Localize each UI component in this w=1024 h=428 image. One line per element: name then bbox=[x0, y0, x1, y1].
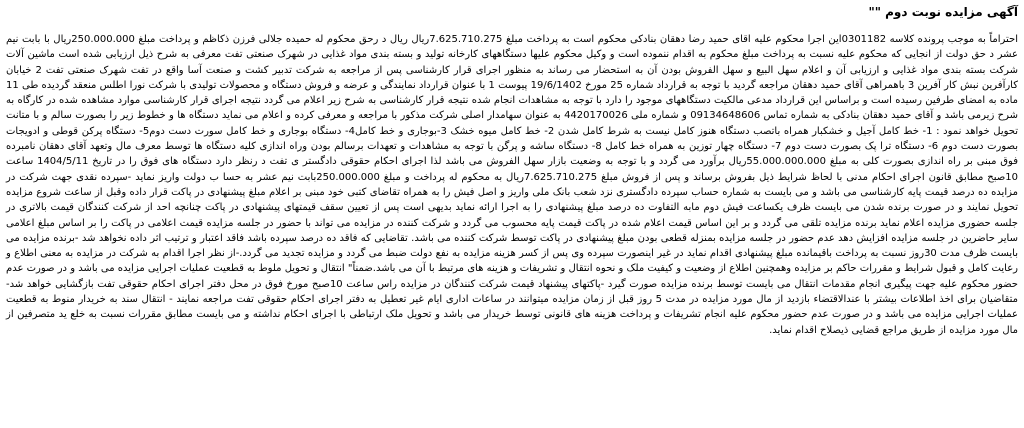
notice-body: احتراماً به موجب پرونده کلاسه 0301182این اجرا محکوم علیه اقای حمید رضا دهقان بنادکی محکوم است به پرداخت مبلغ 7.625.710.275ریال ریال د رحق محکوم له حمیده جلالی فرزن ذکاظم و پرداخت مبلغ 250.000.000ریال با بابت نیم عشر د حق دولت از انجایی که محکوم علیه نسبت به پرداخت مبلغ محکوم به اقدام ننموده است و وکیل محکوم علیها دستگاههای کارخانه تولید و بسته بندی مواد غذایی در شهرک صنعتی تفت معرفی به شرح ذیل ارزیابی شده است ماشین آلات شرکت بسته بندی مواد غذایی و ارزیابی آن و اعلام سهل البیع و سهل الفروش بودن آن به استحضار می رساند به منظور اجرای قرار کارشناسی پس از مراجعه به شرکت تدبیر کشت و صنعت آسا واقع در تفت شهرک صنعتی تفت 2 خیابان کارآفرین نبش کار آفرین 3 باهمراهی آقای حمید دهقان مراجعه گردید با توجه به قرارداد شماره 25 مورخ 19/6/1402 پیوست 1 با عنوان قرارداد نمایندگی و عرضه و فروش دستگاه و محصولات تولیدی با شرکت نورا اطلس منعقد گردیده طی 11 ماده به امضای طرفین رسیده است و براساس این قرارداد مدعی مالکیت دستگاههای موجود را دارد با توجه به مشاهدات انجام شده نتیجه قرار کارشناسی به شرح زیر اعلام می گردد نتیجه اجرای قرار کارشناسی موارد مشاهده شده در کارگاه به شرح زیرمی باشد و آقای حمید دهقان بنادکی به شماره تماس 09134648606 و شماره ملی 4420170026 به عنوان سهامدار اصلی شرکت مذکور با مراجعه و معرفی کرده و اعلام می نماید دستگاه ها و خطوط زیر را بصورت سالم و با متانت تحویل خواهد نمود : 1- خط کامل آجیل و خشکبار همراه باتصب دستگاه هنوز کامل نیست به شرط کامل شدن 2- خط کامل میوه خشک 3-بوجاری و خط کامل4- دستگاه بوجاری و خط کامل سورت دست دوم5- دستگاه پرکن قوطی و ادویجات بصورت دست دوم 6- دستگاه ترا پک بصورت دست دوم 7- دستگاه چهار توزین به همراه خط کامل 8- دستگاه ساشه و پرگن با توجه به مشاهدات و تعهدات برسالم بودن وراه اندازی کلیه دستگاه ها توسط معرف مال وتعهد آقای دهقان نامبرده فوق مبنی بر راه اندازی بصورت کلی به مبلغ 55.000.000.000ریال برآورد می گردد و با توجه به وضعیت بازار سهل الفروش می باشد لذا اجرای احکام حقوقی دادگستر ی تفت د رنظر دارد دستگاه های فوق را در تاریخ 1404/5/11 ساعت 10صبح مطابق قانون اجرای احکام مدنی با لحاظ شرایط ذیل بفروش برساند و پس از فروش مبلغ 7.625.710.275ریال به محکوم له پرداخت و مبلغ 250.000.000بابت نیم عشر به حسا ب دولت واریز نماید -سپرده نقدی جهت شرکت در مزایده ده درصد قیمت پایه کارشناسی می باشد و می بایست به شماره حساب سپرده دادگستری نزد شعب بانک ملی واریز و اصل فیش را به همراه تقاضای کتبی خود مبنی بر اعلام مبلغ پیشنهادی در پاکت قرار داده وقبل از ساعت شروع مزایده تحویل نمایند و در صورت برنده شدن می بایست ظرف یکساعت فیش دوم مابه التفاوت ده درصد مبلغ پیشنهادی را به اجرا ارائه نماید بدیهی است پس از تعیین سقف قیمتهای پیشنهادی در پاکت چنانچه احد از شرکت کنندگان قیمت بالاتری در جلسه حضوری مزایده اعلام نماید برنده مزایده تلقی می گردد و بر این اساس قیمت اعلام شده در پاکت قیمت پایه محسوب می گردد و شرکت کننده در مزایده می تواند با حضور در جلسه مزایده قیمت اعلامی در پاکت را بر اساس مبلغ اعلامی سایر حاضرین در جلسه مزایده افزایش دهد عدم حضور در جلسه مزایده بمنزله قطعی بودن مبلغ پیشنهادی در پاکت توسط شرکت کننده می باشد. تقاضایی که فاقد ده درصد سپرده باشد فاقد اعتبار و ترتیب اثر داده نخواهد شد -برنده مزایده می بایست ظرف مدت 30روز نسبت به پرداخت باقیمانده مبلغ پیشنهادی اقدام نماید در غیر اینصورت سپرده وی پس از کسر هزینه مزایده به نفع دولت ضبط می گردد و مزایده تجدید می گردد.-از نظر اجرا اقدام به شرکت در مزایده به معنی اطلاع و رعایت کامل و قبول شرایط و مقررات حاکم بر مزایده وهمچنین اطلاع از وضعیت و کیفیت ملک و نحوه انتقال و تشریفات و هزینه های مرتبط با آن می باشد.ضمناً" انتقال و تحویل ملوط به قطعیت عملیات اجرایی مزایده می باشد و در صورت عدم حضور محکوم علیه جهت پیگیری انجام مقدمات انتقال می بایست توسط برنده مزایده صورت گیرد -پاکتهای پیشنهاد قیمت شرکت کنندگان در مزایده راس ساعت 10صبح مورخ فوق در محل دفتر اجرای احکام حقوقی تفت بازگشایی خواهد شد-متقاضیان برای اخذ اطلاعات بیشتر با عندالاقتضاء بازدید از مال مورد مزایده در مدت 5 روز قبل از زمان مزایده میتوانند در ساعات اداری ایام غیر تعطیل به دفتر اجرای احکام حقوقی تفت مراجعه نمایند - انتقال سند به خریدار منوط به قطعیت عملیات اجرایی مزایده می باشد و در صورت عدم حضور محکوم علیه انجام تشریفات و پرداخت هزینه های قانونی توسط خریدار می باشد و تحویل ملک ارتباطی با اجرای احکام نداشته و می بایست مطابق مقررات نسبت به خلع ید متصرفین از مال مورد مزایده از طریق مراجع قضایی ذیصلاح اقدام نماید. bbox=[6, 34, 1019, 336]
notice-title: آگهی مزایده نوبت دوم "" bbox=[868, 5, 1018, 19]
